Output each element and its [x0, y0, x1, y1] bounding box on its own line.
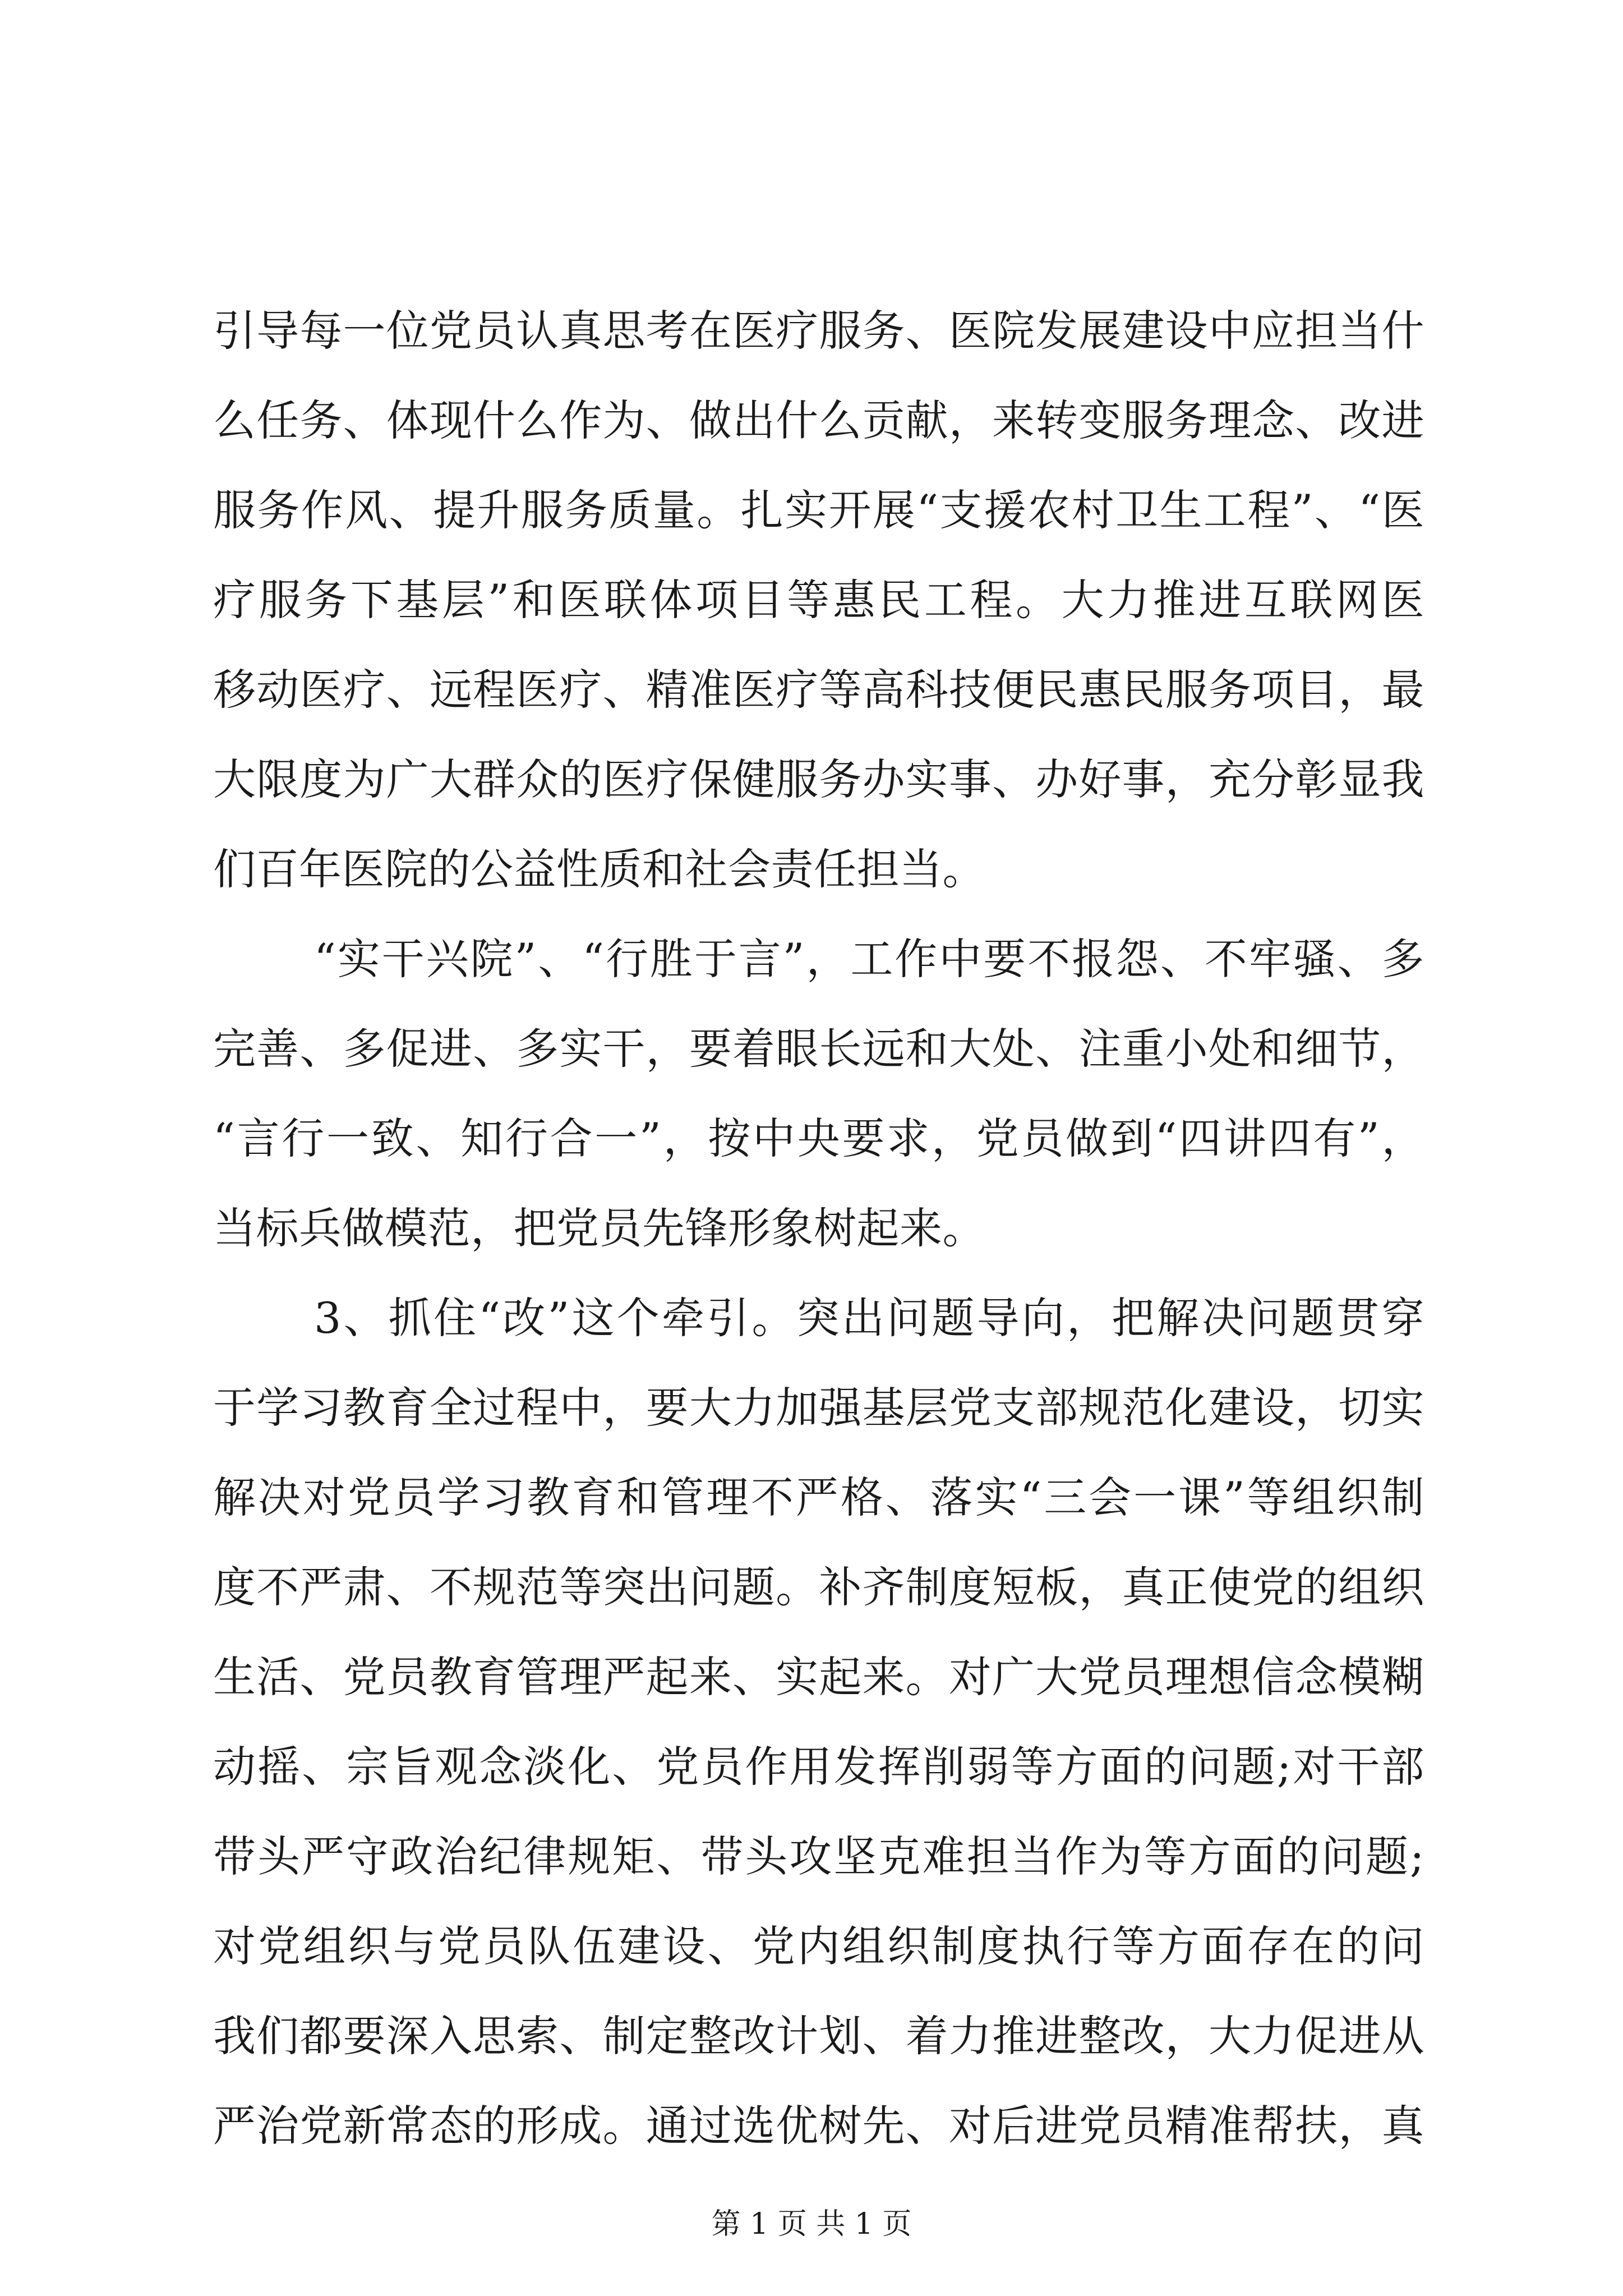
text-line: 对党组织与党员队伍建设、党内组织制度执行等方面存在的问	[213, 1921, 1424, 1971]
text-line: 动摇、宗旨观念淡化、党员作用发挥削弱等方面的问题;对干部	[213, 1742, 1424, 1792]
paragraph-first-line: “实干兴院”、“行胜于言”，工作中要不报怨、不牢骚、多	[314, 934, 1424, 984]
section-heading-line: 3、抓住“改”这个牵引。突出问题导向，把解决问题贯穿	[314, 1293, 1424, 1343]
text-line: 于学习教育全过程中，要大力加强基层党支部规范化建设，切实	[213, 1383, 1424, 1433]
text-line: 我们都要深入思索、制定整改计划、着力推进整改，大力促进从	[213, 2011, 1424, 2061]
text-line: 么任务、体现什么作为、做出什么贡献，来转变服务理念、改进	[213, 395, 1424, 445]
text-line: 疗服务下基层”和医联体项目等惠民工程。大力推进互联网医	[213, 575, 1424, 625]
text-line: 带头严守政治纪律规矩、带头攻坚克难担当作为等方面的问题;	[213, 1832, 1424, 1881]
text-line: 大限度为广大群众的医疗保健服务办实事、办好事，充分彰显我	[213, 754, 1424, 804]
text-line: “言行一致、知行合一”，按中央要求，党员做到“四讲四有”，	[213, 1114, 1424, 1163]
text-line: 引导每一位党员认真思考在医疗服务、医院发展建设中应担当什	[213, 306, 1424, 356]
text-line: 度不严肃、不规范等突出问题。补齐制度短板，真正使党的组织	[213, 1562, 1424, 1612]
text-line: 完善、多促进、多实干，要着眼长远和大处、注重小处和细节，	[213, 1024, 1424, 1074]
text-line: 服务作风、提升服务质量。扎实开展“支援农村卫生工程”、“医	[213, 485, 1424, 535]
text-line: 解决对党员学习教育和管理不严格、落实“三会一课”等组织制	[213, 1473, 1424, 1522]
text-line: 严治党新常态的形成。通过选优树先、对后进党员精准帮扶，真	[213, 2101, 1424, 2151]
page-footer: 第 1 页 共 1 页	[711, 2207, 912, 2241]
text-line: 移动医疗、远程医疗、精准医疗等高科技便民惠民服务项目，最	[213, 665, 1424, 715]
text-line: 当标兵做模范，把党员先锋形象树起来。	[213, 1203, 985, 1253]
text-line: 生活、党员教育管理严起来、实起来。对广大党员理想信念模糊	[213, 1652, 1424, 1702]
text-line: 们百年医院的公益性质和社会责任担当。	[213, 844, 985, 894]
